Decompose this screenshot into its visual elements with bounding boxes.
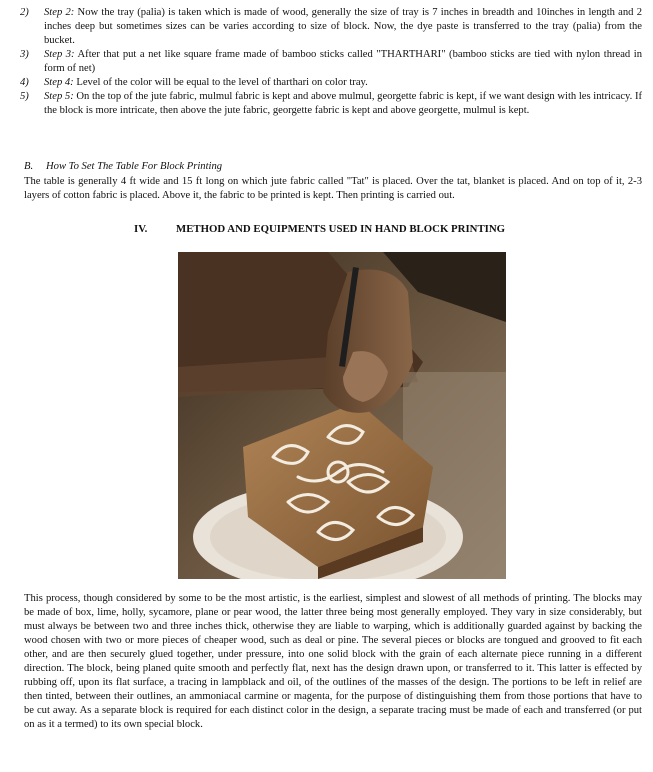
step-text: Now the tray (palia) is taken which is made of wood, generally the size of tray is 7 inches in breadth and 10inches in length and 2 inches deep but sometimes sizes can be varies according to size of block. Now, the dye paste is transferred to the tray (palia) from the bucket. [44, 7, 642, 46]
step-item [20, 6, 642, 48]
step-item [20, 76, 642, 90]
subsection-letter: B. [24, 161, 34, 172]
step-number: 5) [20, 91, 29, 102]
photo-illustration [178, 252, 506, 579]
step-text: Level of the color will be equal to the level of tharthari on color tray. [73, 77, 368, 88]
step-text: After that put a net like square frame made of bamboo sticks called "THARTHARI" (bamboo sticks are tied with nylon thread in form of net) [44, 49, 642, 74]
method-paragraph: This process, though considered by some to be the most artistic, is the earliest, simplest and slowest of all methods of printing. The blocks may be made of box, lime, holly, sycamore, plane or pear wood, the latter three being most generally employed. They vary in size considerably, but must always be between two and three inches thick, otherwise they are liable to warping, which is additionally guarded against by backing the wood chosen with two or more pieces of cheaper wood, such as deal or pine. The several pieces or blocks are tongued and grooved to fit each other, and are then securely glued together, under pressure, into one solid block with the grain of each alternate piece running in a different direction. The block, being planed quite smooth and perfectly flat, next has the design drawn upon, or transferred to it. This latter is effected by rubbing off, upon its flat surface, a tracing in lampblack and oil, of the outlines of the masses of the design. The portions to be left in relief are then tinted, between their outlines, an ammoniacal carmine or magenta, for the purpose of distinguishing them from those portions that have to be cut away. As a separate block is required for each distinct color in the design, a separate tracing must be made of each and transferred (or put on as it a termed) to its own special block. [24, 593, 642, 730]
section-number: IV. [134, 223, 148, 235]
step-title: Step 3: [44, 49, 75, 60]
step-title: Step 2: [44, 7, 75, 18]
subsection-heading [24, 160, 222, 174]
step-number: 2) [20, 7, 29, 18]
step-title: Step 5: [44, 91, 74, 102]
subsection-title: How To Set The Table For Block Printing [46, 161, 223, 172]
step-number: 4) [20, 77, 29, 88]
step-text: On the top of the jute fabric, mulmul fabric is kept and above mulmul, georgette fabric is kept, if we want design with les intricacy. If the block is more intricate, then above the jute fabric, georgette fabric is kept and above georgette, mulmul is kept. [44, 91, 643, 116]
steps-list [20, 6, 642, 118]
step-number: 3) [20, 49, 29, 60]
step-item [20, 48, 642, 76]
table-setup-paragraph: The table is generally 4 ft wide and 15 ft long on which jute fabric called "Tat" is placed. Over the tat, blanket is placed. And on top of it, 2-3 layers of cotton fabric is placed. Above it, the fabric to be printed is kept. Then printing is carried out. [24, 176, 642, 201]
hand-carving-wood-block-photo [178, 252, 506, 579]
section-heading [134, 222, 505, 236]
step-item [20, 90, 642, 118]
section-title: METHOD AND EQUIPMENTS USED IN HAND BLOCK PRINTING [176, 223, 506, 235]
step-title: Step 4: [44, 77, 74, 88]
